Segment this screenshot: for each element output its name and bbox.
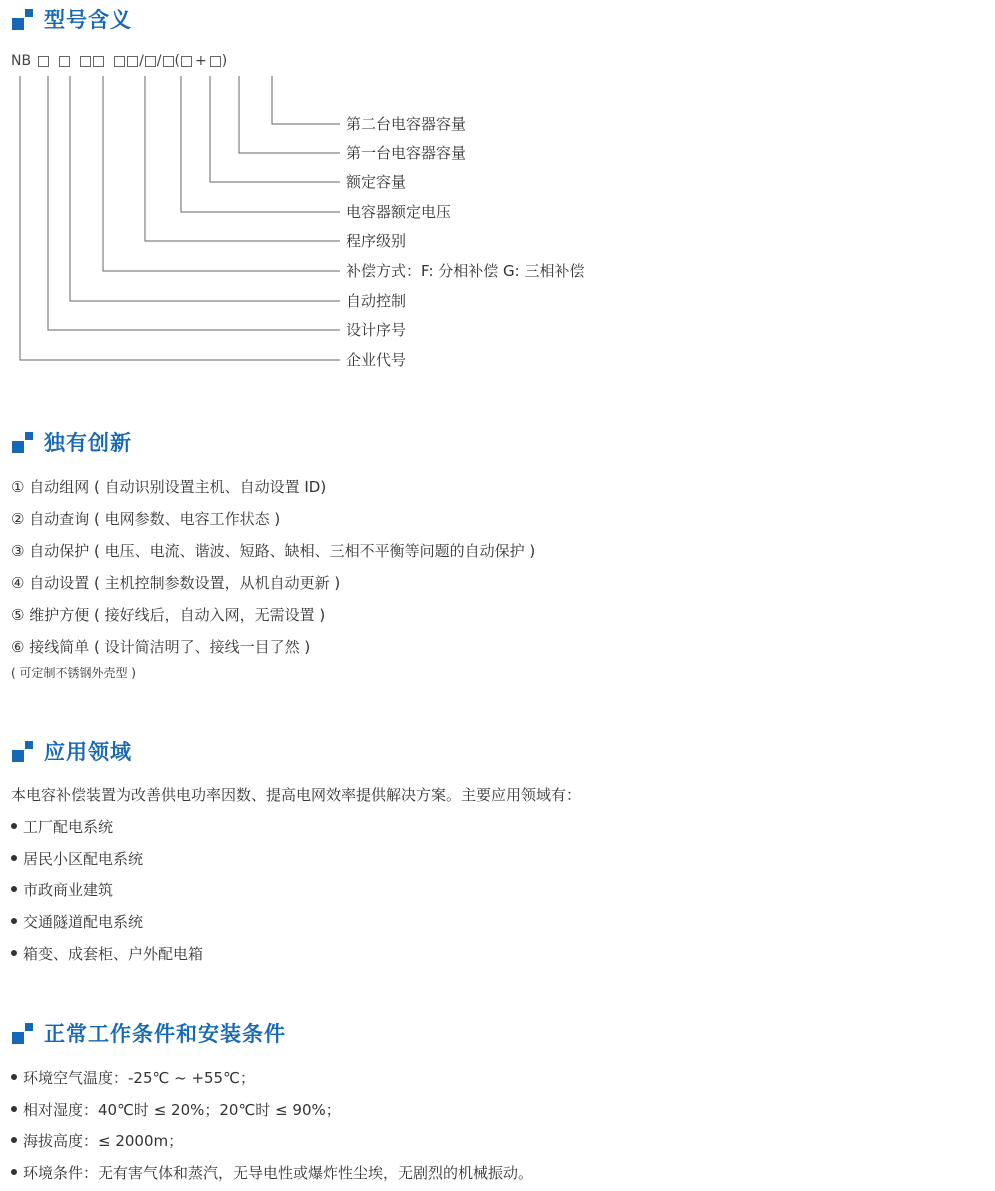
condition-item (11, 1131, 183, 1151)
bullet-dot-icon (11, 918, 17, 924)
application-item-text: 交通隧道配电系统 (23, 913, 144, 931)
condition-item-text: 环境条件：无有害气体和蒸汽，无导电性或爆炸性尘埃，无剧烈的机械振动。 (23, 1164, 534, 1182)
application-item (11, 912, 143, 932)
diagram-label: 补偿方式：F: 分相补偿 G: 三相补偿 (346, 262, 585, 280)
section-title-text: 正常工作条件和安装条件 (44, 1022, 286, 1046)
diagram-label: 第一台电容器容量 (346, 144, 467, 162)
application-item-text: 工厂配电系统 (23, 818, 114, 836)
condition-item (11, 1100, 341, 1120)
leader-line (70, 76, 340, 301)
condition-item-text: 海拔高度：≤ 2000m； (23, 1132, 184, 1150)
diagram-label: 电容器额定电压 (346, 203, 452, 221)
leader-line (20, 76, 340, 360)
bullet-dot-icon (11, 886, 17, 892)
code-close-paren: ) (221, 53, 228, 69)
section-title-text: 应用领域 (44, 740, 132, 764)
leader-line (210, 76, 340, 182)
condition-item-text: 环境空气温度：-25℃ ~ +55℃； (23, 1069, 255, 1087)
innovation-item: ② 自动查询 ( 电网参数、电容工作状态 ) (11, 510, 281, 528)
application-item (11, 944, 203, 964)
leader-line (103, 76, 340, 271)
code-slash: / (156, 53, 162, 69)
bullet-dot-icon (11, 950, 17, 956)
bullet-dot-icon (11, 1137, 17, 1143)
square-bullet-icon (12, 1022, 34, 1044)
condition-item-text: 相对湿度：40℃时 ≤ 20%；20℃时 ≤ 90%； (23, 1101, 341, 1119)
diagram-label: 自动控制 (346, 292, 407, 310)
model-prefix: NB (11, 53, 32, 69)
section-title-conditions (12, 1018, 286, 1048)
diagram-label: 第二台电容器容量 (346, 115, 467, 133)
innovation-item: ⑥ 接线简单 ( 设计简洁明了、接线一目了然 ) (11, 638, 311, 656)
code-plus: + (194, 53, 207, 69)
bullet-dot-icon (11, 855, 17, 861)
leader-line (48, 76, 340, 330)
application-item-text: 居民小区配电系统 (23, 850, 144, 868)
innovation-item: ⑤ 维护方便 ( 接好线后，自动入网，无需设置 ) (11, 606, 326, 624)
diagram-label: 额定容量 (346, 173, 407, 191)
diagram-label: 程序级别 (346, 232, 407, 250)
innovation-item: ③ 自动保护 ( 电压、电流、谐波、短路、缺相、三相不平衡等问题的自动保护 ) (11, 542, 536, 560)
leader-line (181, 76, 340, 212)
bullet-dot-icon (11, 1074, 17, 1080)
application-item-text: 箱变、成套柜、户外配电箱 (23, 945, 204, 963)
application-item-text: 市政商业建筑 (23, 881, 114, 899)
condition-item (11, 1163, 533, 1183)
innovation-note: ( 可定制不锈钢外壳型 ) (11, 666, 136, 680)
innovation-item: ④ 自动设置 ( 主机控制参数设置，从机自动更新 ) (11, 574, 341, 592)
bullet-dot-icon (11, 823, 17, 829)
leader-line (272, 76, 340, 124)
code-open-paren: ( (174, 53, 180, 69)
bullet-dot-icon (11, 1169, 17, 1175)
application-item (11, 817, 113, 837)
square-bullet-icon (12, 740, 34, 762)
innovation-item: ① 自动组网 ( 自动识别设置主机、自动设置 ID) (11, 478, 327, 496)
section-title-innovation (12, 427, 132, 457)
condition-item (11, 1068, 255, 1088)
model-diagram-lines (0, 0, 995, 380)
section-title-text: 型号含义 (44, 8, 132, 32)
section-title-text: 独有创新 (44, 431, 132, 455)
section-title-application (12, 736, 132, 766)
leader-line (239, 76, 340, 153)
diagram-label: 设计序号 (346, 321, 407, 339)
square-bullet-icon (12, 431, 34, 453)
application-item (11, 880, 113, 900)
leader-line (145, 76, 340, 241)
bullet-dot-icon (11, 1106, 17, 1112)
code-slash: / (139, 53, 144, 69)
application-item (11, 849, 143, 869)
application-intro: 本电容补偿装置为改善供电功率因数、提高电网效率提供解决方案。主要应用领域有： (11, 786, 582, 804)
diagram-label: 企业代号 (346, 351, 407, 369)
